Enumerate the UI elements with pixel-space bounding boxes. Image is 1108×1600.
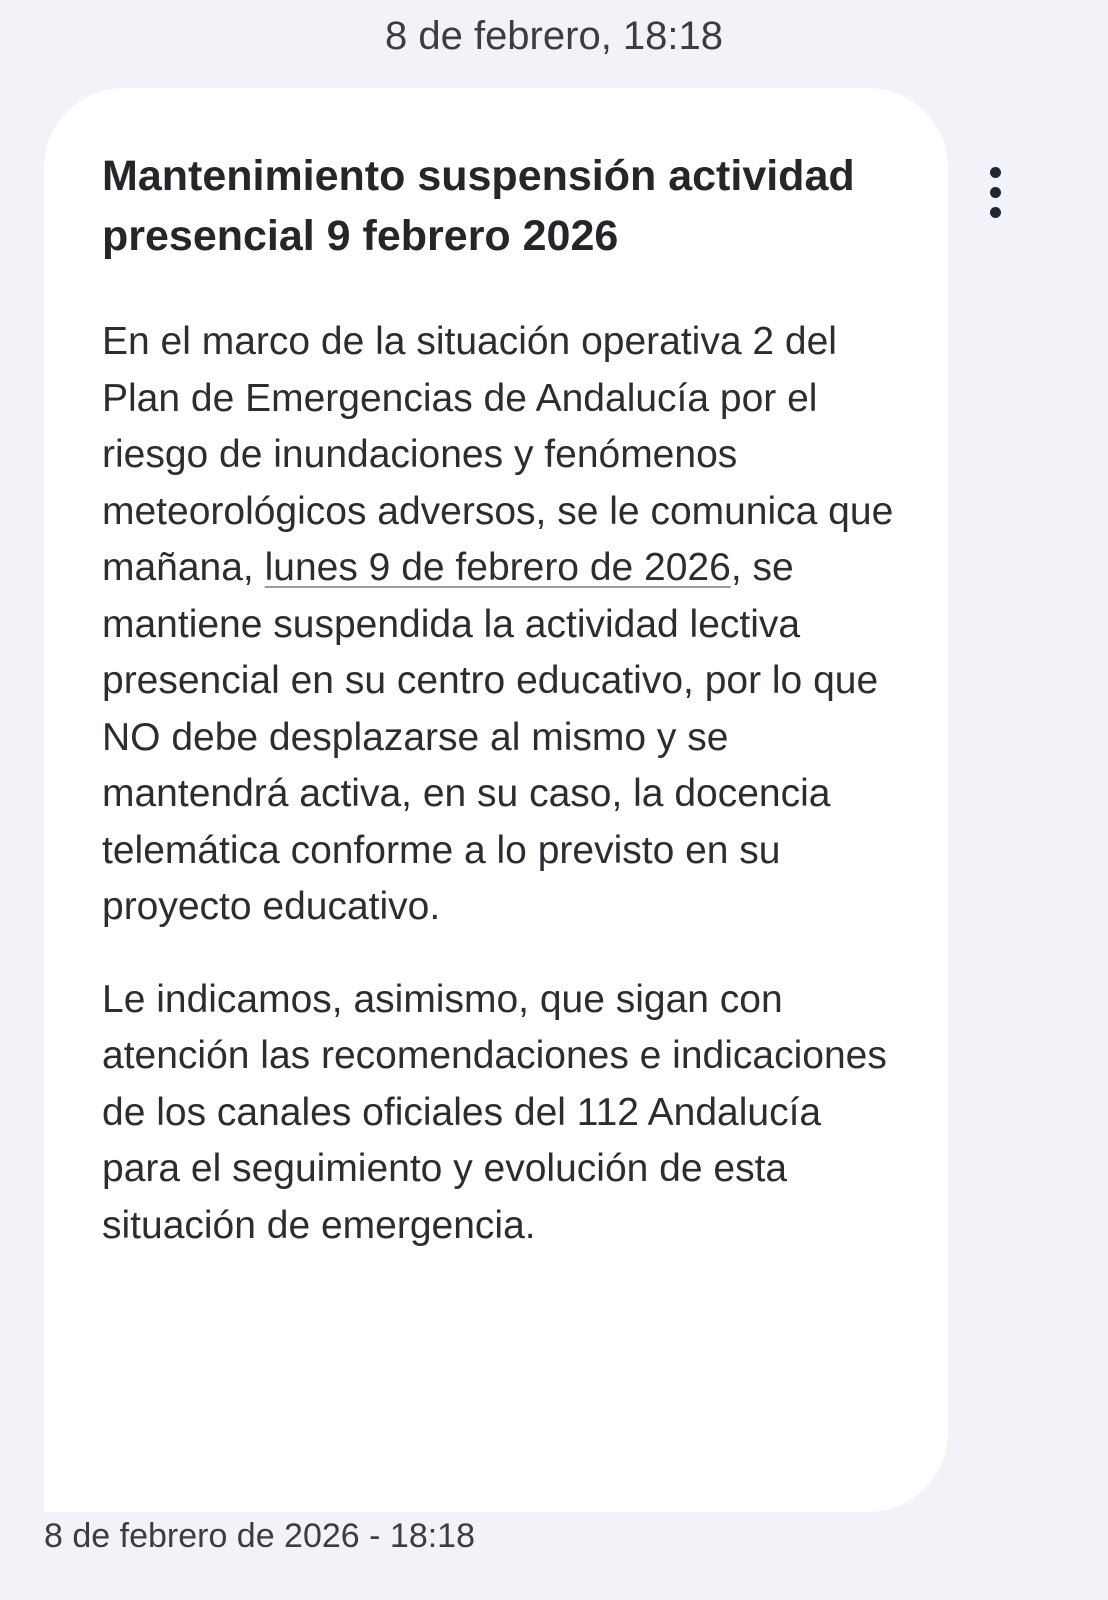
more-vertical-icon-dot xyxy=(990,207,1001,218)
paragraph-1-text-end: , se mantiene suspendida la actividad lectiva presencial en su centro educativo, por lo que NO debe desplazarse al mismo y se mantendrá activa, en su caso, la docencia telemática conforme a lo previsto en su proyecto educativo. xyxy=(102,546,879,928)
message-title xyxy=(102,146,908,266)
more-options-button[interactable] xyxy=(970,160,1020,224)
date-header: 8 de febrero, 18:18 xyxy=(384,14,724,58)
message-title-line-1: Mantenimiento suspensión actividad xyxy=(102,152,855,200)
paragraph-1-text-start: En el marco de la situación operativa 2 del Plan de Emergencias de Andalucía por el riesgo de inundaciones y fenómenos meteorológicos adversos, se le comunica que mañana, xyxy=(102,320,894,589)
more-vertical-icon-dot xyxy=(990,187,1001,198)
message-timestamp: 8 de febrero de 2026 - 18:18 xyxy=(44,1517,475,1555)
message-paragraph-1 xyxy=(102,314,908,936)
message-title-line-2: presencial 9 febrero 2026 xyxy=(102,212,619,260)
more-vertical-icon xyxy=(990,167,1001,178)
date-link[interactable]: lunes 9 de febrero de 2026 xyxy=(264,546,731,589)
message-bubble[interactable] xyxy=(44,88,948,1512)
message-paragraph-2: Le indicamos, asimismo, que sigan con atención las recomendaciones e indicaciones de los canales oficiales del 112 Andalucía para el seguimiento y evolución de esta situación de emergencia. xyxy=(102,977,887,1247)
